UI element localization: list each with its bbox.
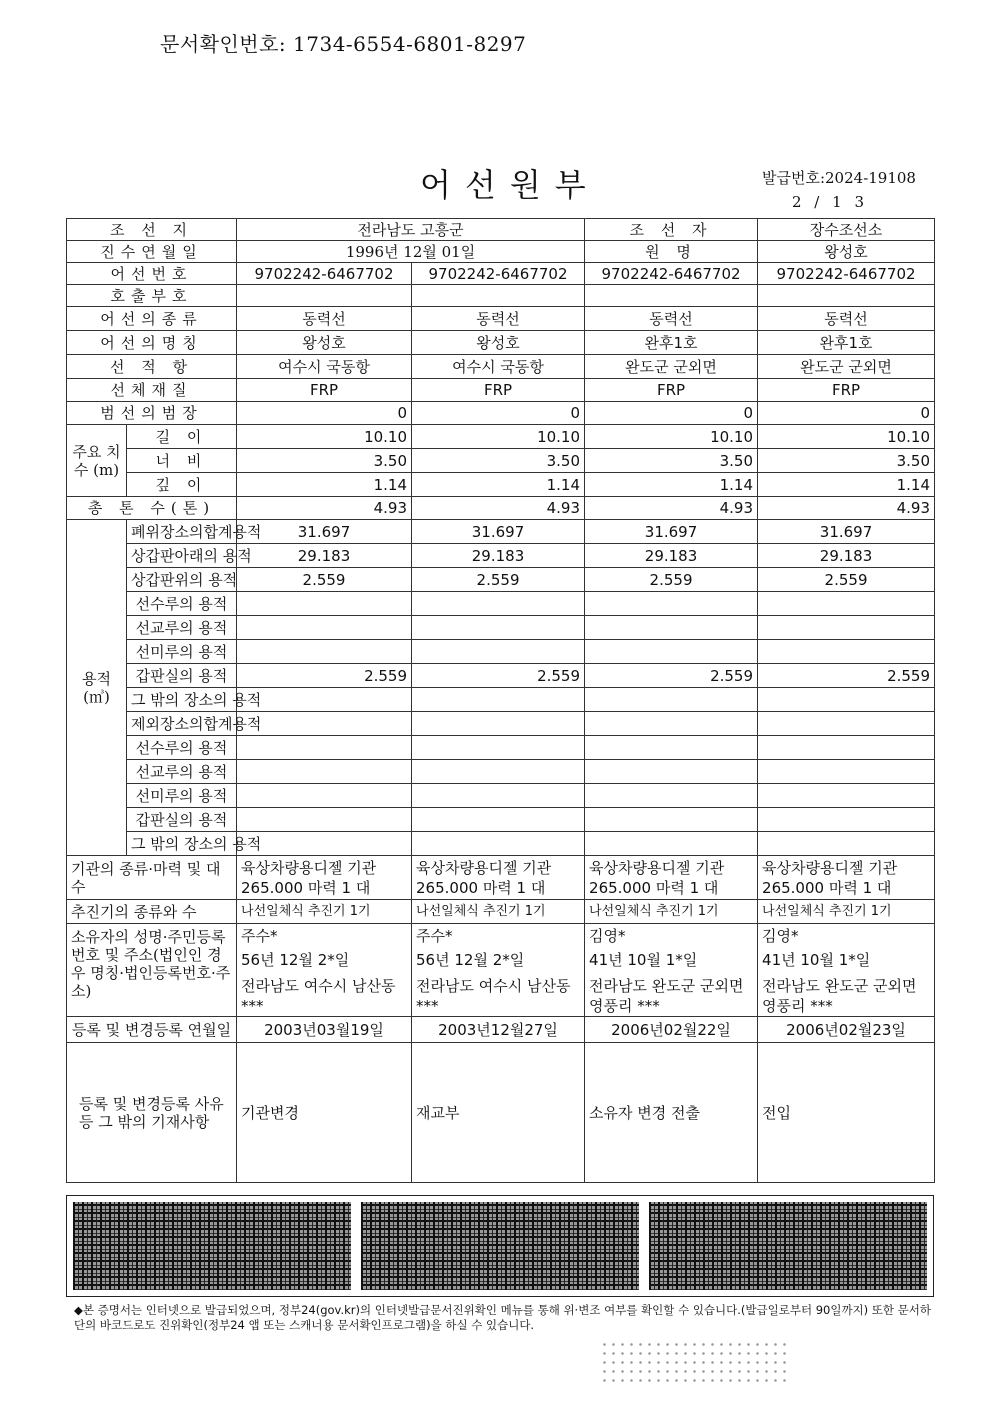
- barcode-strip: [66, 1195, 934, 1297]
- cell-vessel-type: 동력선: [412, 307, 585, 331]
- cell-volume-other2: [585, 832, 758, 856]
- cell-volume-deckhouse2: [412, 808, 585, 832]
- row-volume-bridge2: [67, 760, 935, 784]
- owner-address: 전라남도 완도군 군외면 영풍리 ***: [762, 977, 917, 1015]
- label-engine: 기관의 종류·마력 및 대수: [67, 856, 237, 900]
- cell-vessel-type: 동력선: [585, 307, 758, 331]
- vessel-registry-table: [66, 218, 935, 1183]
- cell-volume-above-deck: 2.559: [237, 568, 412, 592]
- owner-name: 주수*: [241, 927, 278, 945]
- cell-volume-forecastle: [758, 592, 935, 616]
- engine-power: 265.000 마력 1 대: [762, 879, 892, 897]
- cell-volume-below-deck: 29.183: [585, 544, 758, 568]
- engine-type: 육상차량용디젤 기관: [589, 859, 725, 877]
- cell-width: 3.50: [412, 449, 585, 473]
- cell-vessel-name: 완후1호: [585, 331, 758, 355]
- label-vessel-number: 어선번호: [67, 263, 237, 285]
- cell-vessel-name: 완후1호: [758, 331, 935, 355]
- cell-width: 3.50: [585, 449, 758, 473]
- cell-propulsion: 나선일체식 추진기 1기: [585, 900, 758, 924]
- cell-width: 3.50: [237, 449, 412, 473]
- cell-volume-closed-total: 31.697: [412, 520, 585, 544]
- cell-propulsion: 나선일체식 추진기 1기: [412, 900, 585, 924]
- row-volume-forecastle: [67, 592, 935, 616]
- cell-sail-length: 0: [585, 402, 758, 425]
- cell-volume-other2: [758, 832, 935, 856]
- value-builder: 장수조선소: [758, 219, 935, 241]
- label-depth: 깊 이: [127, 473, 237, 497]
- cell-sail-length: 0: [412, 402, 585, 425]
- cell-volume-deckhouse2: [758, 808, 935, 832]
- cell-volume-bridge: [412, 616, 585, 640]
- row-volume-other: [67, 688, 935, 712]
- value-launch-date: 1996년 12월 01일: [237, 241, 585, 263]
- cell-vessel-number: 9702242-6467702: [412, 263, 585, 285]
- label-volume-below-deck: 상갑판아래의 용적: [127, 544, 237, 568]
- label-volume-deckhouse2: 갑판실의 용적: [127, 808, 237, 832]
- cell-volume-above-deck: 2.559: [412, 568, 585, 592]
- cell-engine: [585, 856, 758, 900]
- cell-vessel-number: 9702242-6467702: [237, 263, 412, 285]
- label-vessel-type: 어선의종류: [67, 307, 237, 331]
- row-length: [67, 425, 935, 449]
- document-confirmation-number: 문서확인번호: 1734-6554-6801-8297: [160, 32, 527, 56]
- row-launch-date: [67, 241, 935, 263]
- owner-address: 전라남도 여수시 남산동 ***: [416, 977, 571, 1015]
- cell-engine: [758, 856, 935, 900]
- cell-depth: 1.14: [237, 473, 412, 497]
- label-volume-closed-total: 폐위장소의합계용적: [127, 520, 237, 544]
- cell-depth: 1.14: [758, 473, 935, 497]
- cell-volume-closed-total: 31.697: [237, 520, 412, 544]
- cell-call-sign: [412, 285, 585, 307]
- row-vessel-number: [67, 263, 935, 285]
- cell-volume-below-deck: 29.183: [237, 544, 412, 568]
- owner-name: 김영*: [762, 927, 799, 945]
- cell-vessel-type: 동력선: [237, 307, 412, 331]
- cell-volume-poop2: [585, 784, 758, 808]
- label-volume-excluded-total: 제외장소의합계용적: [127, 712, 237, 736]
- cell-registration-reason: 재교부: [412, 1043, 585, 1183]
- cell-registration-date: 2006년02월22일: [585, 1017, 758, 1043]
- label-hull-material: 선체재질: [67, 379, 237, 402]
- engine-type: 육상차량용디젤 기관: [416, 859, 552, 877]
- label-volume-deckhouse: 갑판실의 용적: [127, 664, 237, 688]
- cell-volume-other: [758, 688, 935, 712]
- label-owner: 소유자의 성명·주민등록번호 및 주소(법인인 경우 명칭·법인등록번호·주소): [67, 924, 237, 1017]
- value-builder-location: 전라남도 고흥군: [237, 219, 585, 241]
- engine-type: 육상차량용디젤 기관: [762, 859, 898, 877]
- label-volume-poop2: 선미루의 용적: [127, 784, 237, 808]
- row-volume-bridge: [67, 616, 935, 640]
- cell-home-port: 여수시 국동항: [412, 355, 585, 379]
- cell-volume-poop: [237, 640, 412, 664]
- row-volume-excluded-total: [67, 712, 935, 736]
- cell-registration-reason: 기관변경: [237, 1043, 412, 1183]
- label-volume-forecastle2: 선수루의 용적: [127, 736, 237, 760]
- label-volume-other: 그 밖의 장소의 용적: [127, 688, 237, 712]
- row-builder-location: [67, 219, 935, 241]
- cell-engine: [237, 856, 412, 900]
- cell-volume-bridge: [237, 616, 412, 640]
- cell-volume-poop2: [758, 784, 935, 808]
- cell-hull-material: FRP: [412, 379, 585, 402]
- cell-gross-tonnage: 4.93: [412, 497, 585, 520]
- owner-address: 전라남도 완도군 군외면 영풍리 ***: [589, 977, 744, 1015]
- cell-volume-excluded-total: [585, 712, 758, 736]
- cell-volume-forecastle2: [758, 736, 935, 760]
- cell-volume-excluded-total: [237, 712, 412, 736]
- cell-volume-above-deck: 2.559: [585, 568, 758, 592]
- cell-volume-forecastle: [585, 592, 758, 616]
- engine-power: 265.000 마력 1 대: [241, 879, 371, 897]
- label-registration-date: 등록 및 변경등록 연월일: [67, 1017, 237, 1043]
- owner-birthdate: 41년 10월 1*일: [589, 951, 698, 969]
- cell-volume-closed-total: 31.697: [758, 520, 935, 544]
- label-gross-tonnage: 총 톤 수(톤): [67, 497, 237, 520]
- cell-width: 3.50: [758, 449, 935, 473]
- cell-volume-poop2: [412, 784, 585, 808]
- cell-volume-deckhouse: 2.559: [758, 664, 935, 688]
- cell-volume-above-deck: 2.559: [758, 568, 935, 592]
- cell-call-sign: [585, 285, 758, 307]
- cell-gross-tonnage: 4.93: [237, 497, 412, 520]
- cell-volume-bridge2: [412, 760, 585, 784]
- cell-sail-length: 0: [758, 402, 935, 425]
- owner-birthdate: 41년 10월 1*일: [762, 951, 871, 969]
- label-builder-location: 조 선 지: [67, 219, 237, 241]
- row-volume-other2: [67, 832, 935, 856]
- cell-volume-bridge: [585, 616, 758, 640]
- row-volume-deckhouse: [67, 664, 935, 688]
- cell-volume-excluded-total: [412, 712, 585, 736]
- cell-volume-other2: [237, 832, 412, 856]
- cell-gross-tonnage: 4.93: [585, 497, 758, 520]
- row-propulsion: [67, 900, 935, 924]
- label-home-port: 선 적 항: [67, 355, 237, 379]
- label-volume-other2: 그 밖의 장소의 용적: [127, 832, 237, 856]
- label-yard-name: 원 명: [585, 241, 758, 263]
- row-volume-deckhouse2: [67, 808, 935, 832]
- cell-owner: [585, 924, 758, 1017]
- cell-depth: 1.14: [585, 473, 758, 497]
- cell-volume-other2: [412, 832, 585, 856]
- page-number: 2 / 1 3: [792, 193, 868, 211]
- label-volume: 용적 (㎥): [67, 520, 127, 856]
- cell-length: 10.10: [237, 425, 412, 449]
- owner-birthdate: 56년 12월 2*일: [416, 951, 525, 969]
- cell-volume-bridge2: [758, 760, 935, 784]
- cell-call-sign: [237, 285, 412, 307]
- cell-volume-below-deck: 29.183: [412, 544, 585, 568]
- cell-volume-bridge: [758, 616, 935, 640]
- label-volume-bridge2: 선교루의 용적: [127, 760, 237, 784]
- row-vessel-type: [67, 307, 935, 331]
- row-call-sign: [67, 285, 935, 307]
- barcode-image: [73, 1202, 351, 1290]
- row-width: [67, 449, 935, 473]
- label-volume-forecastle: 선수루의 용적: [127, 592, 237, 616]
- label-length: 길 이: [127, 425, 237, 449]
- label-volume-poop: 선미루의 용적: [127, 640, 237, 664]
- row-owner: [67, 924, 935, 1017]
- cell-volume-bridge2: [237, 760, 412, 784]
- issue-number: 발급번호:2024-19108: [762, 169, 916, 187]
- cell-volume-closed-total: 31.697: [585, 520, 758, 544]
- row-volume-forecastle2: [67, 736, 935, 760]
- document-title: 어선원부: [420, 166, 600, 204]
- verification-dot-code: [600, 1340, 790, 1382]
- cell-volume-other: [585, 688, 758, 712]
- label-vessel-name: 어선의명칭: [67, 331, 237, 355]
- label-main-dimensions: 주요 치수 (m): [67, 425, 127, 497]
- cell-volume-deckhouse2: [585, 808, 758, 832]
- row-engine: [67, 856, 935, 900]
- cell-volume-deckhouse2: [237, 808, 412, 832]
- row-vessel-name: [67, 331, 935, 355]
- cell-propulsion: 나선일체식 추진기 1기: [758, 900, 935, 924]
- cell-owner: [237, 924, 412, 1017]
- cell-volume-poop: [412, 640, 585, 664]
- cell-volume-other: [412, 688, 585, 712]
- cell-engine: [412, 856, 585, 900]
- cell-volume-excluded-total: [758, 712, 935, 736]
- cell-volume-forecastle: [237, 592, 412, 616]
- cell-volume-forecastle2: [412, 736, 585, 760]
- cell-home-port: 여수시 국동항: [237, 355, 412, 379]
- row-registration-date: [67, 1017, 935, 1043]
- cell-registration-reason: 전입: [758, 1043, 935, 1183]
- cell-volume-poop: [585, 640, 758, 664]
- label-builder: 조 선 자: [585, 219, 758, 241]
- row-volume-poop2: [67, 784, 935, 808]
- cell-length: 10.10: [758, 425, 935, 449]
- cell-volume-deckhouse: 2.559: [237, 664, 412, 688]
- cell-volume-forecastle2: [585, 736, 758, 760]
- cell-registration-date: 2006년02월23일: [758, 1017, 935, 1043]
- barcode-image: [361, 1202, 639, 1290]
- cell-call-sign: [758, 285, 935, 307]
- row-sail-length: [67, 402, 935, 425]
- owner-name: 김영*: [589, 927, 626, 945]
- verification-notice: ◆본 증명서는 인터넷으로 발급되었으며, 정부24(gov.kr)의 인터넷발급문서진위확인 메뉴를 통해 위·변조 여부를 확인할 수 있습니다.(발급일로부터 90일까지) 또한 문서하단의 바코드로도 진위확인(정부24 앱 또는 스캐너용 문서확인프로그램)을 하실 수 있습니다.: [74, 1303, 932, 1332]
- label-width: 너 비: [127, 449, 237, 473]
- engine-power: 265.000 마력 1 대: [589, 879, 719, 897]
- barcode-image: [649, 1202, 927, 1290]
- row-registration-reason: [67, 1043, 935, 1183]
- engine-power: 265.000 마력 1 대: [416, 879, 546, 897]
- row-gross-tonnage: [67, 497, 935, 520]
- row-volume-poop: [67, 640, 935, 664]
- owner-name: 주수*: [416, 927, 453, 945]
- row-hull-material: [67, 379, 935, 402]
- cell-volume-poop2: [237, 784, 412, 808]
- cell-propulsion: 나선일체식 추진기 1기: [237, 900, 412, 924]
- value-yard-name: 왕성호: [758, 241, 935, 263]
- row-depth: [67, 473, 935, 497]
- cell-hull-material: FRP: [237, 379, 412, 402]
- row-volume-below-deck: [67, 544, 935, 568]
- cell-home-port: 완도군 군외면: [758, 355, 935, 379]
- engine-type: 육상차량용디젤 기관: [241, 859, 377, 877]
- cell-volume-poop: [758, 640, 935, 664]
- row-home-port: [67, 355, 935, 379]
- cell-vessel-name: 왕성호: [237, 331, 412, 355]
- label-sail-length: 범선의범장: [67, 402, 237, 425]
- cell-volume-bridge2: [585, 760, 758, 784]
- label-registration-reason: 등록 및 변경등록 사유 등 그 밖의 기재사항: [67, 1043, 237, 1183]
- label-volume-bridge: 선교루의 용적: [127, 616, 237, 640]
- row-volume-above-deck: [67, 568, 935, 592]
- cell-registration-date: 2003년12월27일: [412, 1017, 585, 1043]
- cell-volume-forecastle2: [237, 736, 412, 760]
- cell-registration-date: 2003년03월19일: [237, 1017, 412, 1043]
- cell-length: 10.10: [412, 425, 585, 449]
- label-launch-date: 진수연월일: [67, 241, 237, 263]
- cell-vessel-type: 동력선: [758, 307, 935, 331]
- cell-vessel-number: 9702242-6467702: [585, 263, 758, 285]
- cell-volume-deckhouse: 2.559: [412, 664, 585, 688]
- cell-owner: [412, 924, 585, 1017]
- cell-hull-material: FRP: [758, 379, 935, 402]
- label-propulsion: 추진기의 종류와 수: [67, 900, 237, 924]
- label-volume-above-deck: 상갑판위의 용적: [127, 568, 237, 592]
- label-call-sign: 호출부호: [67, 285, 237, 307]
- cell-length: 10.10: [585, 425, 758, 449]
- cell-owner: [758, 924, 935, 1017]
- cell-home-port: 완도군 군외면: [585, 355, 758, 379]
- cell-gross-tonnage: 4.93: [758, 497, 935, 520]
- cell-volume-below-deck: 29.183: [758, 544, 935, 568]
- owner-address: 전라남도 여수시 남산동 ***: [241, 977, 396, 1015]
- cell-vessel-number: 9702242-6467702: [758, 263, 935, 285]
- cell-volume-forecastle: [412, 592, 585, 616]
- cell-depth: 1.14: [412, 473, 585, 497]
- cell-volume-other: [237, 688, 412, 712]
- owner-birthdate: 56년 12월 2*일: [241, 951, 350, 969]
- row-volume-closed-total: [67, 520, 935, 544]
- cell-vessel-name: 왕성호: [412, 331, 585, 355]
- cell-registration-reason: 소유자 변경 전출: [585, 1043, 758, 1183]
- cell-volume-deckhouse: 2.559: [585, 664, 758, 688]
- cell-sail-length: 0: [237, 402, 412, 425]
- cell-hull-material: FRP: [585, 379, 758, 402]
